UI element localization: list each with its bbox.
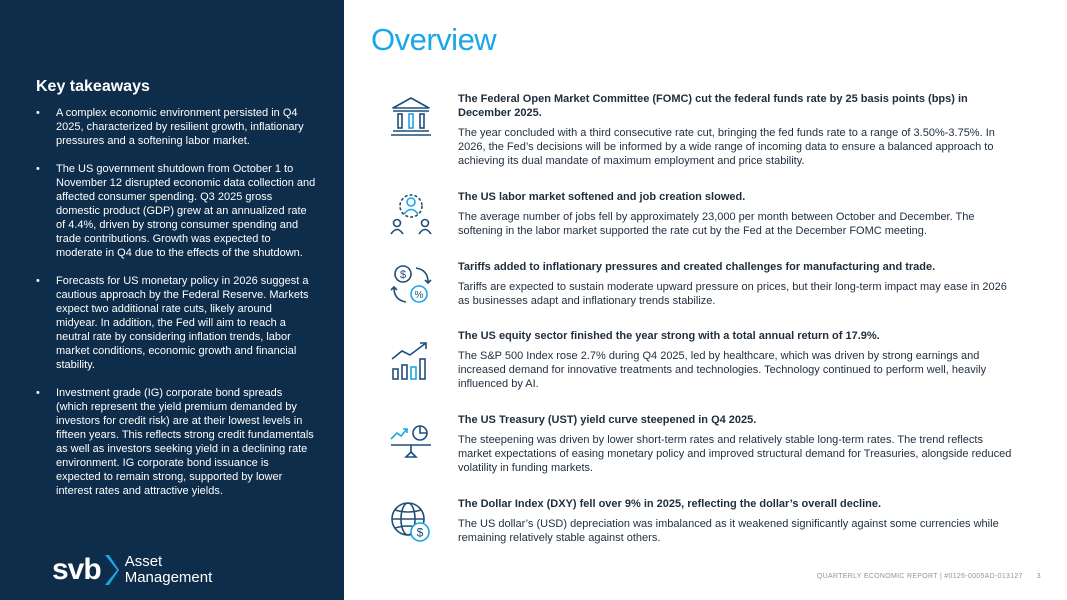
item-heading: The US Treasury (UST) yield curve steepened in Q4 2025. (458, 414, 757, 426)
list-item: • Investment grade (IG) corporate bond spreads (which represent the yield premium demanded by investors for credit risk) are at their lowest levels in fifteen years. This reflects strong credit fundamentals as well as investors seeking yield in a declining rate environment. IG corporate bond issuance is expected to remain strong, supported by lower interest rates and attractive yields. (36, 386, 316, 498)
logo-brand: svb (52, 553, 101, 586)
logo-line1: Asset (124, 553, 163, 570)
svg-text:%: % (414, 290, 424, 301)
item-text: The steepening was driven by lower short-term rates and relatively stable long-term rates. The trend reflects market expectations of easing monetary policy and improved structural demand for Treasuries, alongside reduced volatility in funding markets. (458, 434, 1012, 474)
bank-building-icon (388, 94, 434, 140)
item-heading: Tariffs added to inflationary pressures and created challenges for manufacturing and trade. (458, 261, 936, 273)
logo-line2: Management (124, 569, 213, 586)
balance-charts-icon (388, 419, 434, 465)
key-takeaways-sidebar (0, 0, 344, 600)
logo-wordmark (125, 554, 213, 586)
page-title: Overview (371, 22, 497, 57)
item-body (458, 413, 1018, 475)
dollar-percent-cycle-icon (388, 262, 434, 308)
item-text: The year concluded with a third consecutive rate cut, bringing the fed funds rate to a range of 3.50%-3.75%. In 2026, the Fed’s decisions will be informed by a wide range of incoming data to ensure a balanced approach to achieving its dual mandate of maximum employment and price stability. (458, 127, 995, 167)
item-text: The US dollar’s (USD) depreciation was imbalanced as it weakened significantly against some currencies while remaining relatively stable against others. (458, 518, 999, 544)
people-network-icon (388, 192, 434, 238)
item-body (458, 190, 1018, 238)
item-heading: The Dollar Index (DXY) fell over 9% in 2025, reflecting the dollar’s overall decline. (458, 498, 882, 510)
page-number: 3 (1036, 573, 1041, 580)
item-text: The S&P 500 Index rose 2.7% during Q4 2025, led by healthcare, which was driven by strong earnings and increased demand for innovative treatments and technologies. Technology continued to perform well, heavily influenced by AI. (458, 350, 987, 390)
key-takeaways-heading: Key takeaways (36, 78, 150, 95)
list-item: • The US government shutdown from October 1 to November 12 disrupted economic data collection and affected consumer spending. Q3 2025 gross domestic product (GDP) grew at an annualized rate of 4.4%, driven by strong consumer spending and trade contributions. Growth was expected to moderate in Q4 due to the effects of the shutdown. (36, 162, 316, 260)
item-body (458, 92, 1018, 168)
list-item: • A complex economic environment persisted in Q4 2025, characterized by resilient growth, inflationary pressures and a softening labor market. (36, 106, 316, 148)
item-body (458, 260, 1018, 308)
globe-dollar-icon (388, 499, 434, 545)
item-text: Tariffs are expected to sustain moderate upward pressure on prices, but their long-term impact may ease in 2026 as businesses adapt and inflationary trends stabilize. (458, 281, 1007, 307)
item-heading: The US labor market softened and job creation slowed. (458, 191, 746, 203)
item-heading: The US equity sector finished the year strong with a total annual return of 17.9%. (458, 330, 880, 342)
page-footer (817, 573, 1041, 580)
item-body (458, 329, 1018, 391)
report-id: QUARTERLY ECONOMIC REPORT | #0126-0005AD-013127 (816, 573, 1023, 580)
growth-chart-icon (388, 337, 434, 383)
svb-logo (52, 550, 212, 590)
svg-text:$: $ (399, 269, 407, 281)
takeaways-list (36, 106, 316, 512)
chevron-right-icon (103, 553, 119, 587)
item-body (458, 497, 1018, 545)
svg-text:$: $ (416, 525, 424, 540)
item-heading: The Federal Open Market Committee (FOMC) cut the federal funds rate by 25 basis points (bps) in December 2025. (458, 93, 968, 119)
item-text: The average number of jobs fell by approximately 23,000 per month between October and December. The softening in the labor market supported the rate cut by the Fed at the December FOMC meeting. (458, 211, 975, 237)
list-item: • Forecasts for US monetary policy in 2026 suggest a cautious approach by the Federal Reserve. Markets expect two additional rate cuts, likely around midyear. In addition, the Fed will aim to reach a neutral rate by considering inflation trends, labor market conditions, economic growth and financial stability. (36, 274, 316, 372)
